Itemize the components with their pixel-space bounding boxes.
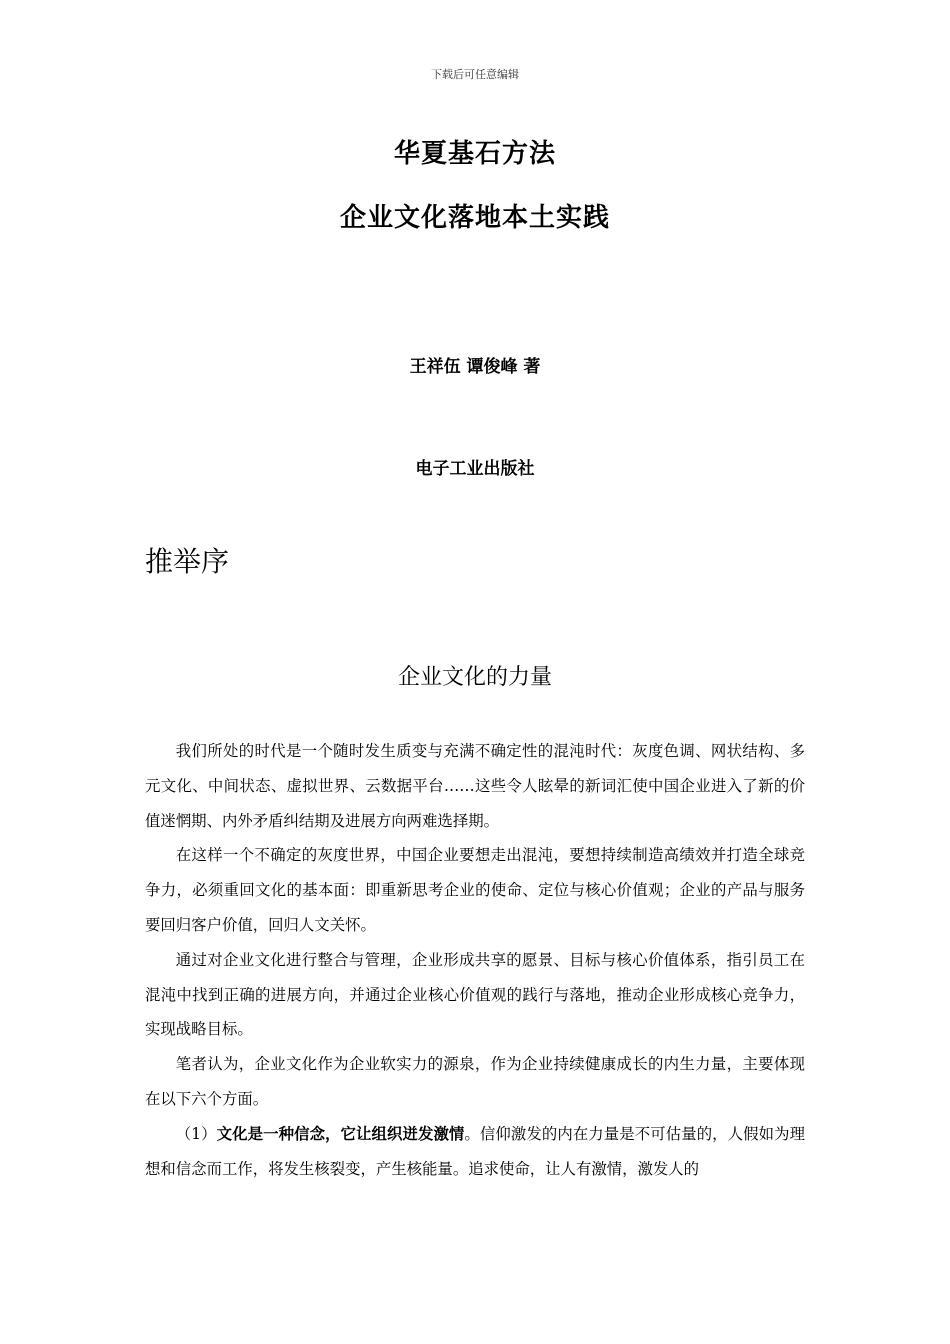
paragraph-4: 笔者认为，企业文化作为企业软实力的源泉，作为企业持续健康成长的内生力量，主要体现在以下六个方面。: [145, 1055, 805, 1108]
book-authors: 王祥伍 谭俊峰 著: [409, 357, 541, 377]
paragraph-5: [145, 1117, 805, 1187]
paragraph-1: 我们所处的时代是一个随时发生质变与充满不确定性的混沌时代：灰度色调、网状结构、多元文化、中间状态、虚拟世界、云数据平台……这些令人眩晕的新词汇使中国企业进入了新的价值迷惘期、内外矛盾纠结期及进展方向两难选择期。: [145, 742, 805, 830]
book-title: 华夏基石方法: [393, 139, 556, 169]
paragraph-3: 通过对企业文化进行整合与管理，企业形成共享的愿景、目标与核心价值体系，指引员工在混沌中找到正确的进展方向，并通过企业核心价值观的践行与落地，推动企业形成核心竞争力，实现战略目标。: [145, 950, 805, 1039]
section-heading: 推举序: [145, 545, 230, 578]
book-subtitle: 企业文化落地本土实践: [339, 203, 610, 233]
book-publisher: 电子工业出版社: [415, 459, 535, 479]
body-text: [145, 734, 805, 1186]
paragraph-2: 在这样一个不确定的灰度世界，中国企业要想走出混沌，要想持续制造高绩效并打造全球竞争力，必须重回文化的基本面：即重新思考企业的使命、定位与核心价值观；企业的产品与服务要回归客户价值，回归人文关怀。: [145, 846, 805, 934]
chapter-title: 企业文化的力量: [397, 665, 552, 690]
paragraph-5-number: （1）: [175, 1124, 217, 1143]
page-header-note: 下载后可任意编辑: [431, 68, 519, 81]
paragraph-5-text: 。信仰激发的内在力量是不可估量的，人假如为理想和信念而工作，将发生核裂变，产生核能量。追求使命，让人有激情，激发人的: [145, 1124, 805, 1178]
paragraph-5-emphasis: 文化是一种信念，它让组织迸发激情: [216, 1124, 465, 1143]
